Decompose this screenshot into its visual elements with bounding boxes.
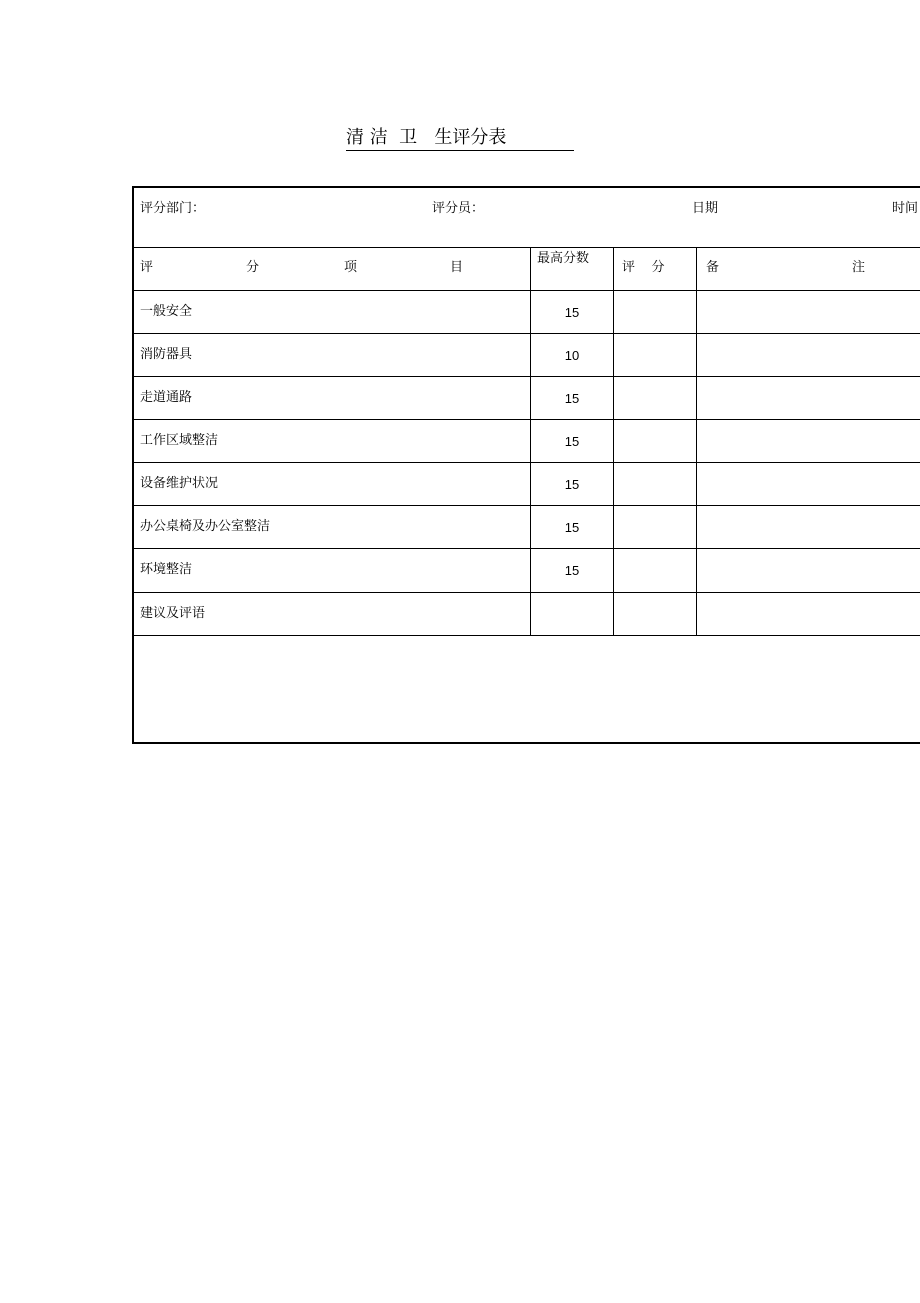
row-divider bbox=[134, 419, 920, 420]
col-item-char: 分 bbox=[246, 260, 260, 275]
row-max-score: 15 bbox=[564, 305, 580, 320]
rater-label: 评分员： bbox=[432, 201, 485, 216]
column-divider bbox=[613, 247, 614, 635]
date-label: 日期 bbox=[692, 201, 719, 216]
row-item: 设备维护状况 bbox=[140, 476, 219, 491]
row-divider bbox=[134, 635, 920, 636]
row-divider bbox=[134, 376, 920, 377]
col-remark-char: 备 bbox=[706, 260, 720, 275]
row-item: 办公桌椅及办公室整洁 bbox=[140, 519, 271, 534]
row-item: 消防器具 bbox=[140, 347, 193, 362]
row-divider bbox=[134, 247, 920, 248]
row-max-score: 10 bbox=[564, 348, 580, 363]
col-score: 评 分 bbox=[622, 260, 665, 275]
department-label: 评分部门： bbox=[140, 201, 206, 216]
row-divider bbox=[134, 290, 920, 291]
col-item-char: 目 bbox=[450, 260, 464, 275]
row-item: 一般安全 bbox=[140, 304, 193, 319]
row-max-score: 15 bbox=[564, 563, 580, 578]
col-item-char: 评 bbox=[140, 260, 154, 275]
row-max-score: 15 bbox=[564, 477, 580, 492]
row-divider bbox=[134, 592, 920, 593]
row-divider bbox=[134, 548, 920, 549]
row-max-score: 15 bbox=[564, 434, 580, 449]
row-divider bbox=[134, 505, 920, 506]
row-max-score: 15 bbox=[564, 520, 580, 535]
row-max-score: 15 bbox=[564, 391, 580, 406]
column-divider bbox=[696, 247, 697, 635]
row-item: 走道通路 bbox=[140, 390, 193, 405]
col-remark-char: 注 bbox=[852, 260, 866, 275]
col-item-char: 项 bbox=[344, 260, 358, 275]
scoring-sheet bbox=[132, 186, 920, 744]
time-label: 时间 bbox=[892, 201, 919, 216]
row-item: 环境整洁 bbox=[140, 562, 193, 577]
page-title: 清 洁 卫 生评分表 bbox=[346, 126, 574, 151]
suggestion-label: 建议及评语 bbox=[140, 606, 206, 621]
row-item: 工作区域整洁 bbox=[140, 433, 219, 448]
row-divider bbox=[134, 462, 920, 463]
row-divider bbox=[134, 333, 920, 334]
col-max-score: 最高分数 bbox=[537, 251, 590, 266]
